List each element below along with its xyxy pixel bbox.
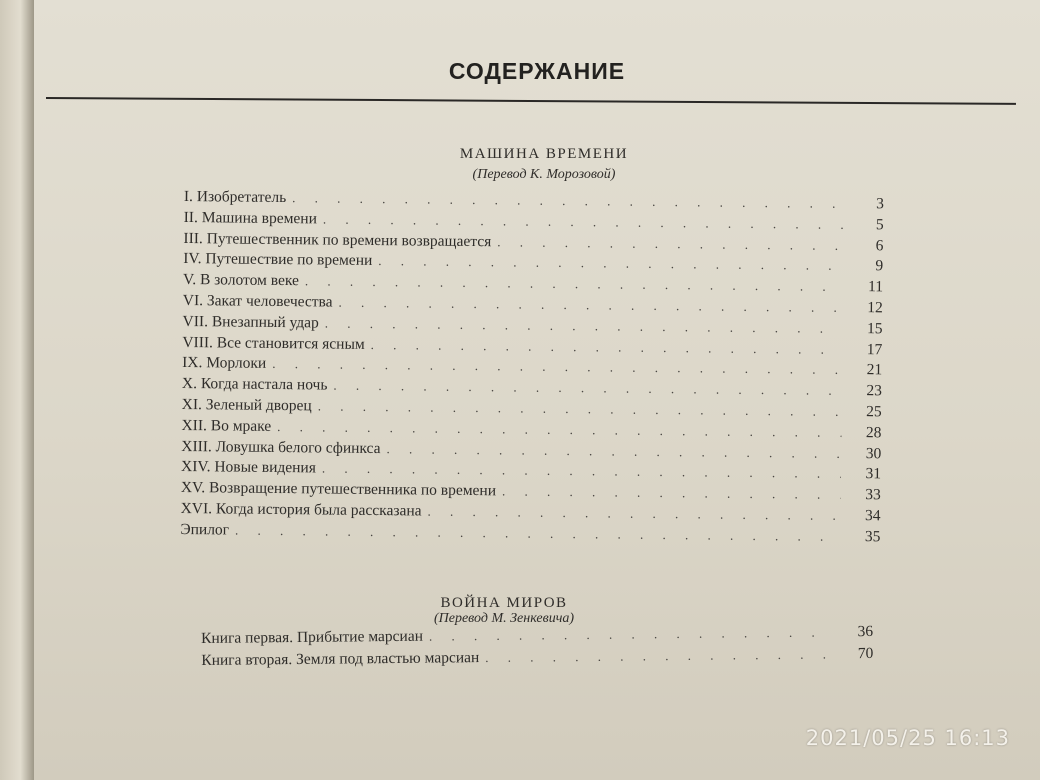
toc-entry-label: XVI. Когда история была рассказана (180, 499, 422, 520)
toc-entry-label: VII. Внезапный удар (182, 312, 319, 332)
toc-entry-label: XV. Возвращение путешественника по времени (180, 479, 497, 500)
toc-leader-dots (272, 356, 842, 378)
toc-entry-page: 36 (857, 622, 874, 641)
toc-leader-dots (338, 295, 842, 316)
contents-page (34, 0, 1040, 780)
toc-leader-dots (371, 337, 843, 358)
section-title-war-of-worlds: ВОЙНА МИРОВ (440, 595, 568, 611)
toc-leader-dots (325, 315, 843, 336)
toc-leader-dots (427, 504, 840, 524)
facing-page-edge (0, 0, 34, 780)
toc-entry-label: XII. Во мраке (181, 416, 272, 435)
toc-entry-page: 34 (865, 507, 881, 525)
toc-entry-page: 3 (876, 195, 884, 213)
toc-list-time-machine (180, 188, 884, 549)
toc-entry-label: XIII. Ловушка белого сфинкса (181, 437, 381, 457)
toc-entry-label: XI. Зеленый дворец (181, 395, 312, 415)
toc-entry-page: 28 (865, 423, 882, 442)
toc-entry-label: I. Изобретатель (183, 188, 287, 207)
toc-entry-page: 6 (875, 236, 884, 254)
toc-entry-page: 21 (866, 361, 883, 379)
toc-entry-page: 35 (864, 527, 881, 546)
toc-entry-label: Книга первая. Прибытие марсиан (201, 627, 424, 647)
section-subtitle-war-of-worlds: (Перевод М. Зенкевича) (433, 611, 575, 626)
section-title-time-machine: МАШИНА ВРЕМЕНИ (459, 146, 629, 162)
toc-entry-page: 70 (857, 644, 874, 663)
toc-leader-dots (502, 484, 841, 504)
toc-entry-page: 31 (865, 465, 882, 483)
toc-leader-dots (497, 234, 843, 254)
toc-leader-dots (322, 461, 841, 482)
toc-leader-dots (305, 273, 843, 295)
toc-leader-dots (318, 398, 842, 419)
toc-entry-page: 17 (866, 340, 883, 358)
photo-timestamp: 2021/05/25 16:13 (805, 726, 1010, 750)
toc-list-war-of-worlds (201, 623, 873, 674)
toc-entry-page: 15 (866, 319, 883, 338)
toc-entry-label: VI. Закат человечества (182, 291, 333, 311)
toc-entry-page: 12 (867, 299, 883, 317)
toc-entry-page: 30 (865, 444, 882, 462)
toc-entry-label: X. Когда настала ночь (181, 375, 328, 394)
page-title: СОДЕРЖАНИЕ (448, 58, 626, 84)
toc-entry-label: VIII. Все становится ясным (182, 333, 365, 353)
toc-leader-dots (292, 190, 844, 212)
toc-leader-dots (333, 378, 842, 399)
title-rule (46, 97, 1016, 105)
toc-entry-label: XIV. Новые видения (180, 458, 317, 477)
toc-leader-dots (485, 646, 833, 666)
toc-leader-dots (323, 211, 844, 232)
toc-entry-label: IV. Путешествие по времени (183, 250, 373, 270)
toc-leader-dots (378, 253, 843, 274)
toc-entry-label: Эпилог (180, 520, 230, 539)
toc-leader-dots (386, 441, 841, 462)
toc-leader-dots (277, 419, 841, 441)
toc-entry-page: 9 (875, 257, 884, 275)
toc-entry-label: III. Путешественник по времени возвращается (183, 229, 492, 250)
section-subtitle-time-machine: (Перевод К. Морозовой) (472, 167, 616, 182)
toc-entry-page: 23 (866, 382, 883, 400)
toc-leader-dots (429, 624, 833, 644)
toc-entry-page: 11 (867, 278, 884, 296)
toc-entry-label: Книга вторая. Земля под властью марсиан (201, 649, 480, 669)
toc-entry-label: II. Машина времени (183, 208, 318, 228)
toc-entry-page: 5 (875, 216, 884, 234)
toc-entry-label: IX. Морлоки (182, 354, 267, 373)
toc-entry-page: 33 (865, 486, 881, 504)
toc-entry-page: 25 (866, 403, 882, 421)
toc-entry-label: V. В золотом веке (182, 271, 299, 290)
